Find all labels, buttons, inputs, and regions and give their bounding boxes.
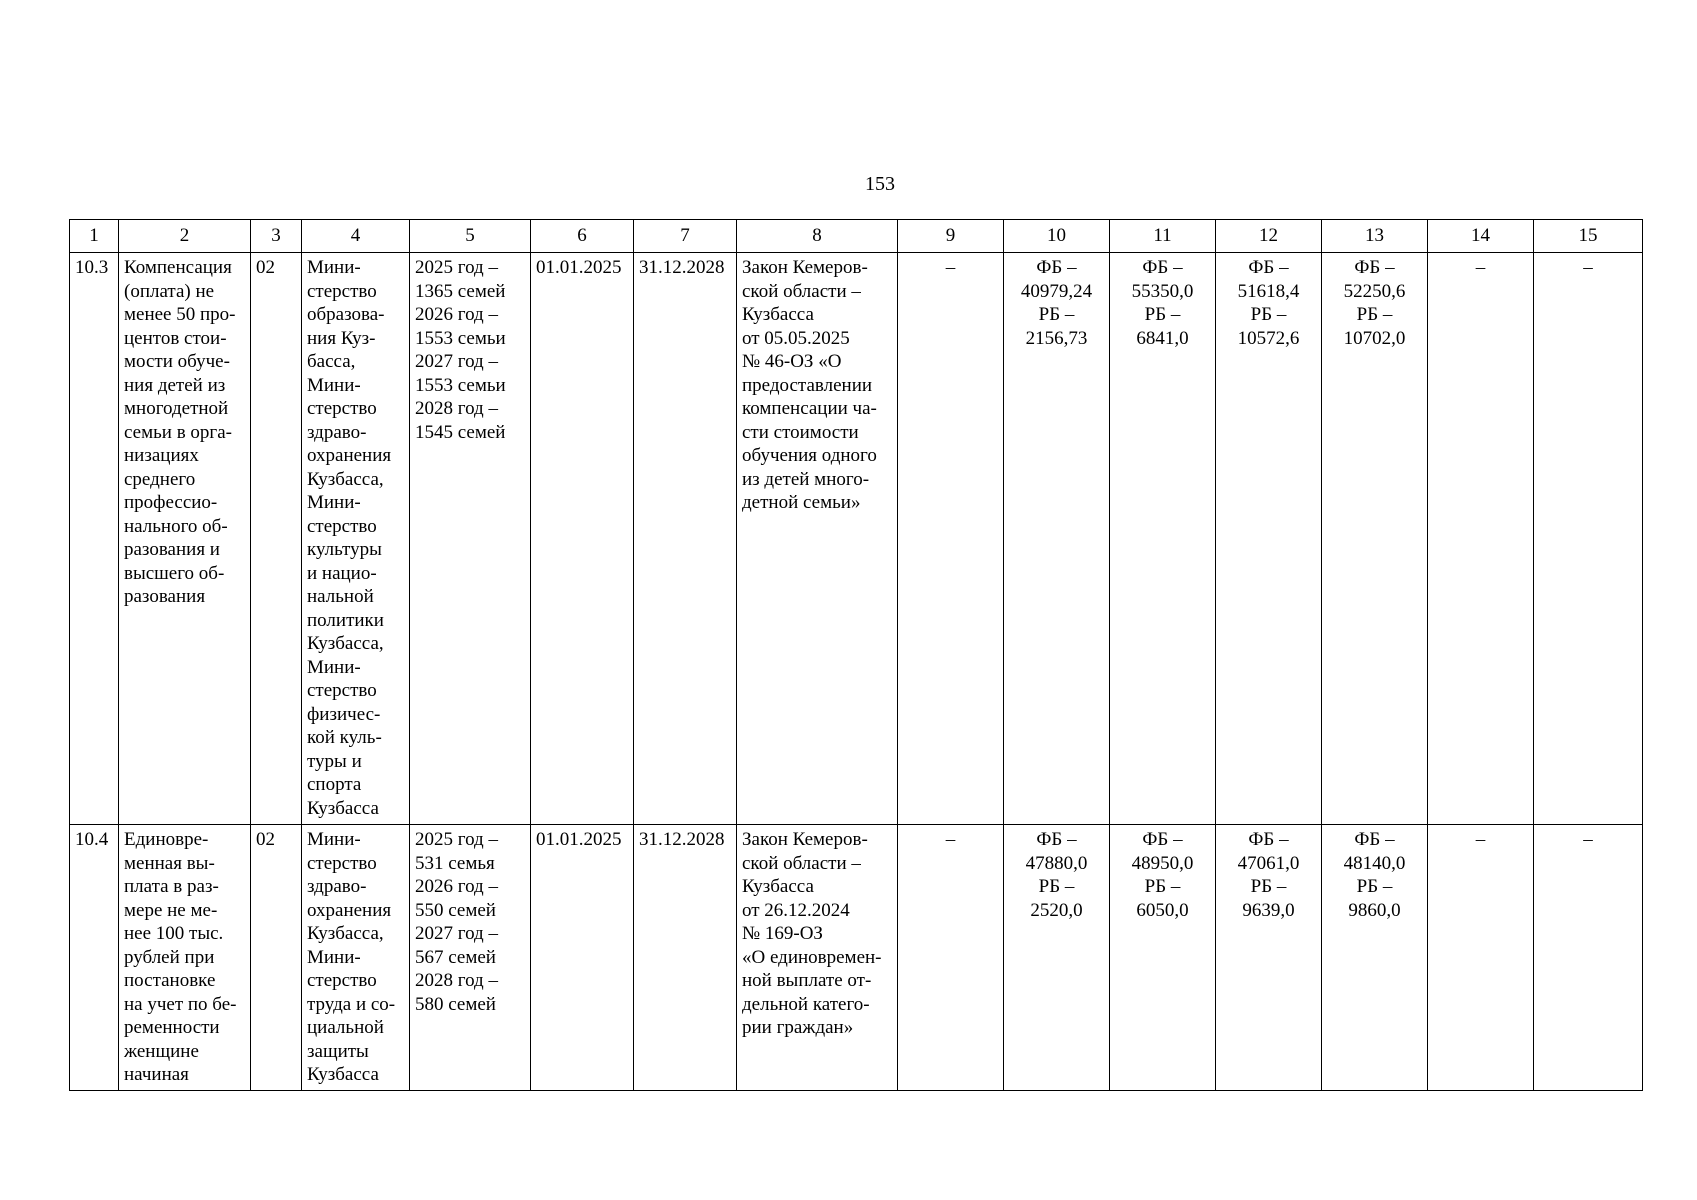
column-header: 7 [634,220,737,253]
end-date-cell: 31.12.2028 [634,253,737,825]
col15-cell: – [1534,825,1643,1091]
table-row [70,825,1643,1091]
funding-2028-cell: ФБ – 48140,0 РБ – 9860,0 [1322,825,1428,1091]
column-header: 3 [251,220,302,253]
executor-cell: Мини- стерство образова- ния Куз- басса, Мини- стерство здраво- охранения Кузбасса, Мини- стерство культуры и нацио- нальной политики Кузбасса, Мини- стерство физичес- кой куль- туры и спорта Кузбасса [302,253,410,825]
code-cell: 02 [251,825,302,1091]
col15-cell: – [1534,253,1643,825]
volume-cell: 2025 год – 1365 семей 2026 год – 1553 семьи 2027 год – 1553 семьи 2028 год – 1545 семей [410,253,531,825]
column-header: 2 [119,220,251,253]
page-number: 153 [865,173,895,195]
column-header: 9 [898,220,1004,253]
volume-cell: 2025 год – 531 семья 2026 год – 550 семей 2027 год – 567 семей 2028 год – 580 семей [410,825,531,1091]
column-header: 11 [1110,220,1216,253]
law-cell: Закон Кемеров- ской области – Кузбасса от 26.12.2024 № 169-ОЗ «О единовремен- ной выплате от- дельной катего- рии граждан» [737,825,898,1091]
col14-cell: – [1428,825,1534,1091]
funding-2027-cell: ФБ – 47061,0 РБ – 9639,0 [1216,825,1322,1091]
start-date-cell: 01.01.2025 [531,253,634,825]
column-header: 14 [1428,220,1534,253]
col14-cell: – [1428,253,1534,825]
funding-2026-cell: ФБ – 55350,0 РБ – 6841,0 [1110,253,1216,825]
end-date-cell: 31.12.2028 [634,825,737,1091]
code-cell: 02 [251,253,302,825]
col9-cell: – [898,253,1004,825]
header-row [70,220,1643,253]
column-header: 4 [302,220,410,253]
row-number: 10.4 [70,825,119,1091]
col9-cell: – [898,825,1004,1091]
column-header: 1 [70,220,119,253]
measure-name: Единовре- менная вы- плата в раз- мере не ме- нее 100 тыс. рублей при постановке на учет по бе- ременности женщине начиная [119,825,251,1091]
row-number: 10.3 [70,253,119,825]
column-header: 15 [1534,220,1643,253]
funding-2025-cell: ФБ – 40979,24 РБ – 2156,73 [1004,253,1110,825]
funding-2027-cell: ФБ – 51618,4 РБ – 10572,6 [1216,253,1322,825]
funding-2025-cell: ФБ – 47880,0 РБ – 2520,0 [1004,825,1110,1091]
start-date-cell: 01.01.2025 [531,825,634,1091]
column-header: 10 [1004,220,1110,253]
column-header: 13 [1322,220,1428,253]
executor-cell: Мини- стерство здраво- охранения Кузбасса, Мини- стерство труда и со- циальной защиты Кузбасса [302,825,410,1091]
funding-2026-cell: ФБ – 48950,0 РБ – 6050,0 [1110,825,1216,1091]
column-header: 5 [410,220,531,253]
column-header: 6 [531,220,634,253]
column-header: 12 [1216,220,1322,253]
program-table [69,219,1643,1091]
table-row [70,253,1643,825]
law-cell: Закон Кемеров- ской области – Кузбасса от 05.05.2025 № 46-ОЗ «О предоставлении компенсации ча- сти стоимости обучения одного из детей много- детной семьи» [737,253,898,825]
measure-name: Компенсация (оплата) не менее 50 про- центов стои- мости обуче- ния детей из многодетной семьи в орга- низациях среднего профессио- нального об- разования и высшего об- разования [119,253,251,825]
column-header: 8 [737,220,898,253]
funding-2028-cell: ФБ – 52250,6 РБ – 10702,0 [1322,253,1428,825]
